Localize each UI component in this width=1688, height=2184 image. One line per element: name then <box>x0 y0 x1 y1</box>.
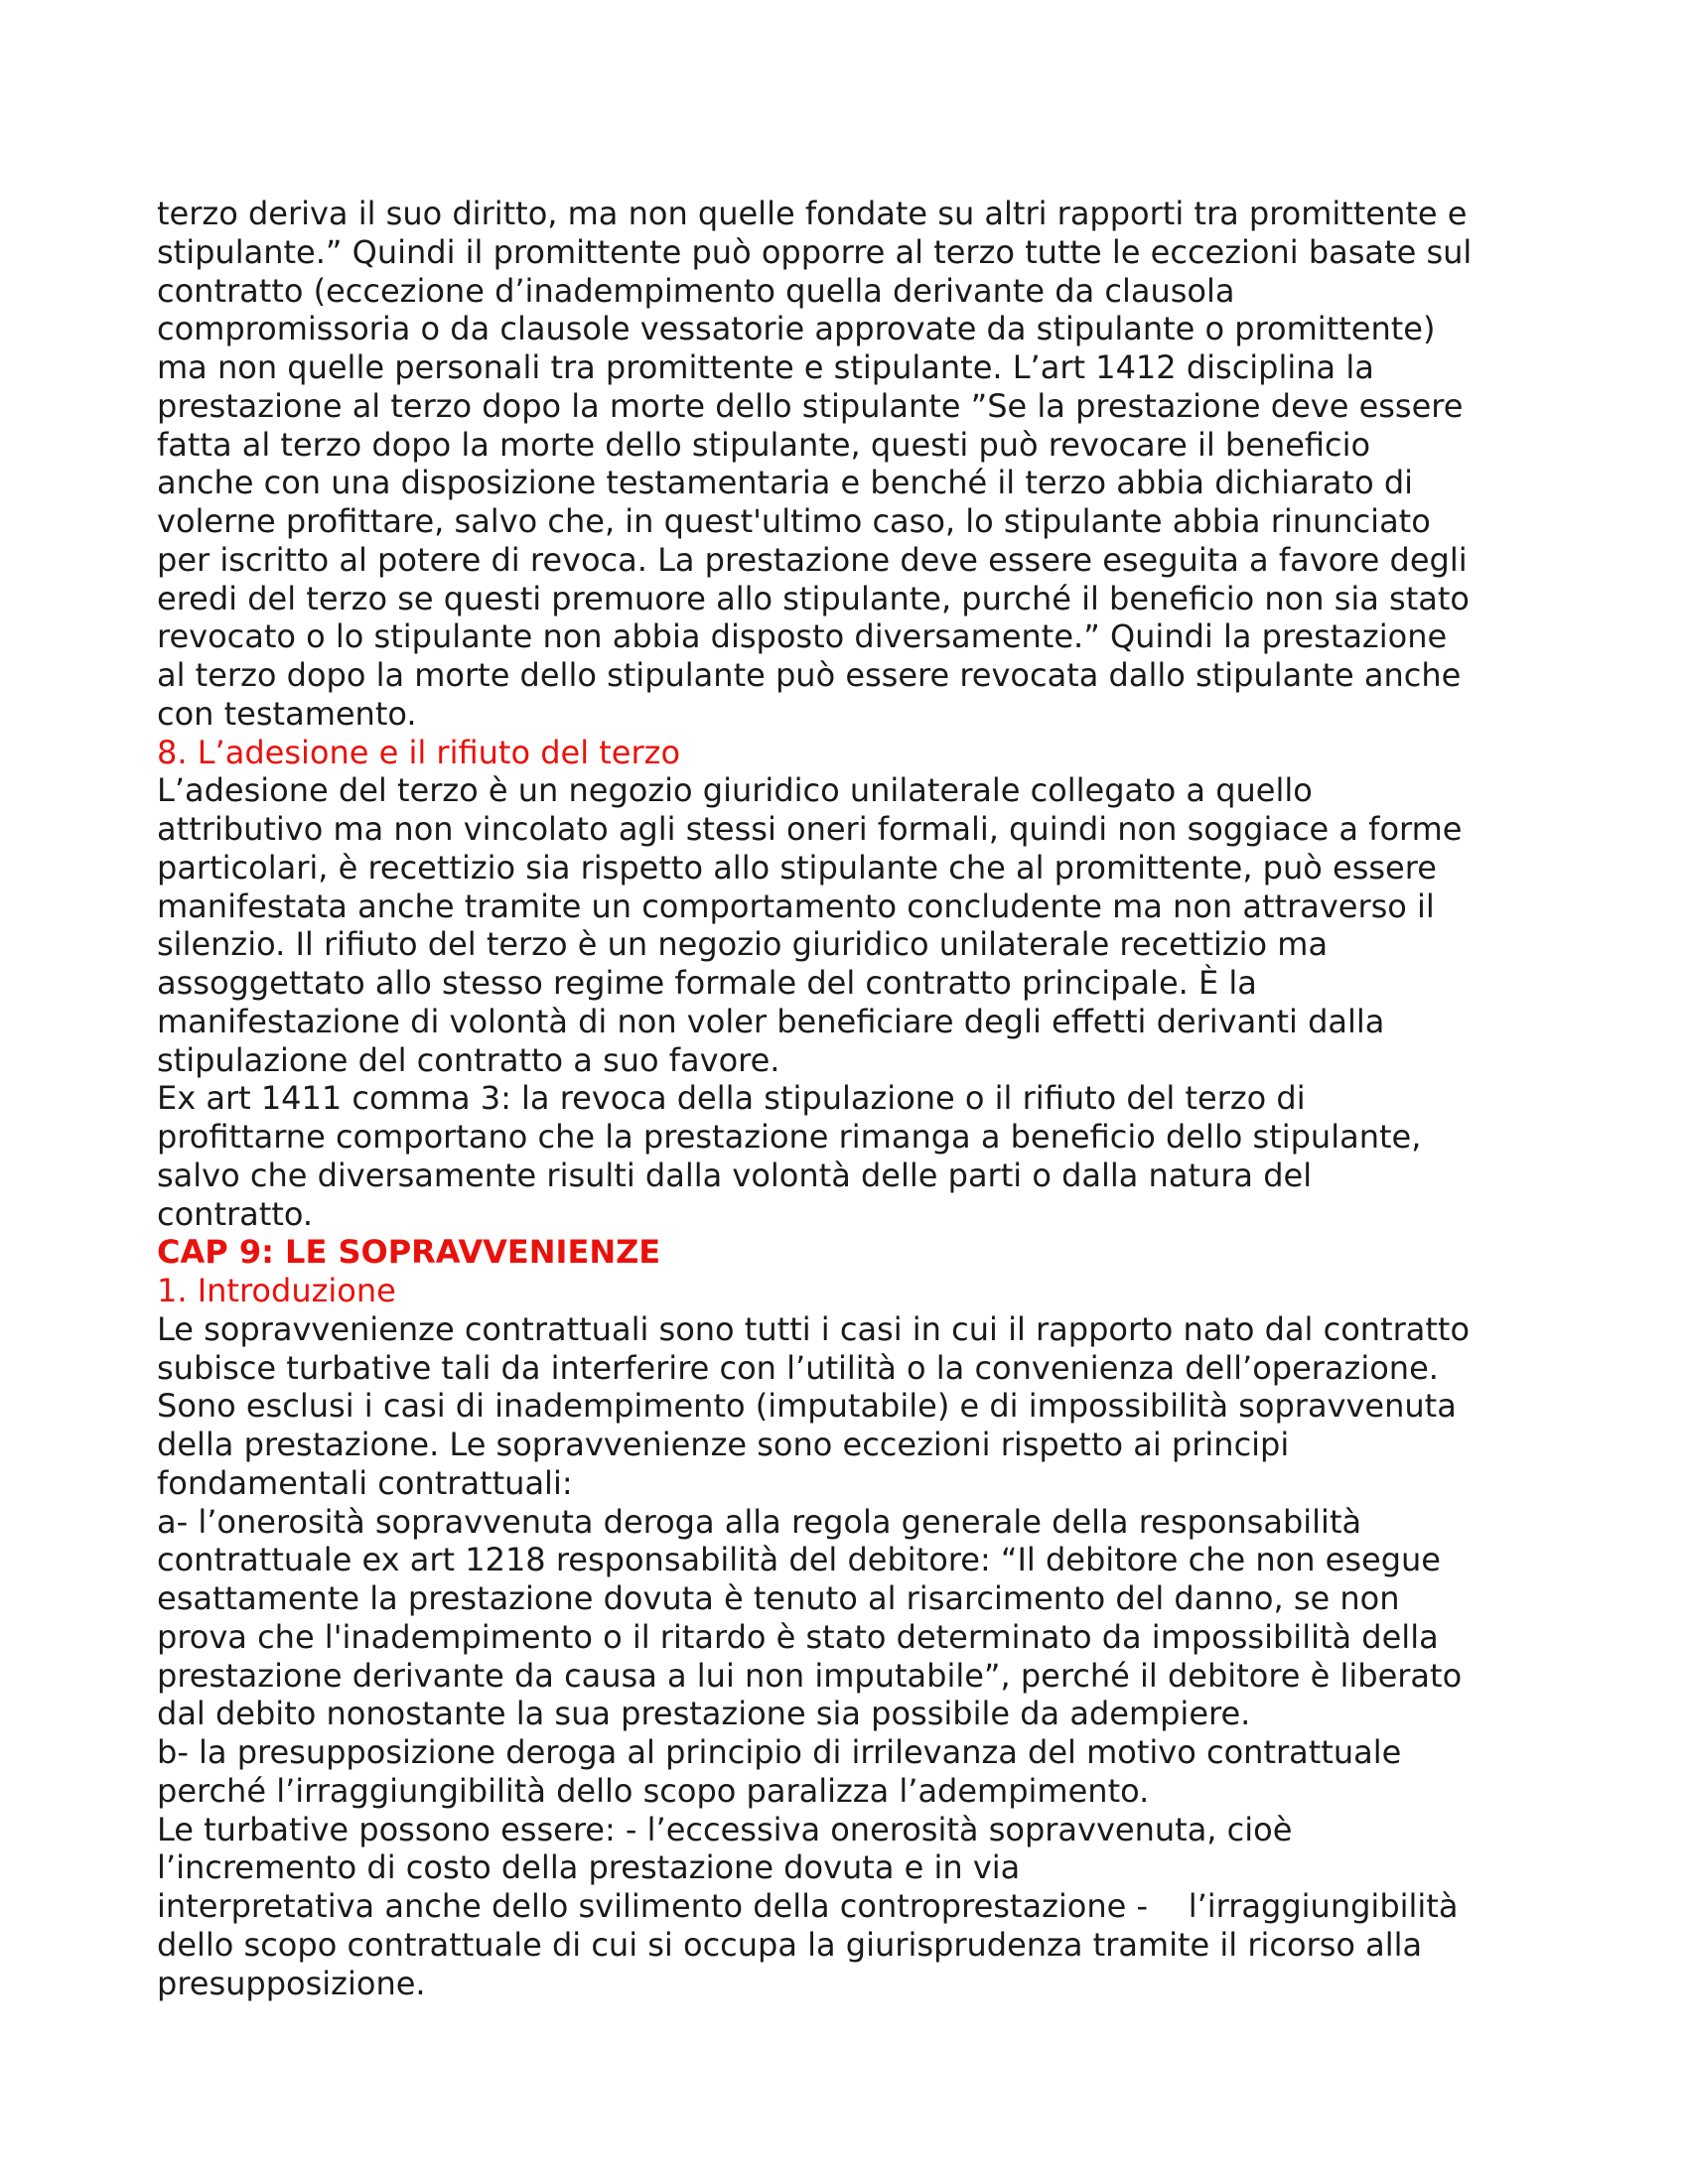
text-line: esattamente la prestazione dovuta è tenuto al risarcimento del danno, se non <box>157 1579 1400 1617</box>
text-line: presupposizione. <box>157 1964 426 2002</box>
text-line: dello scopo contrattuale di cui si occupa la giurisprudenza tramite il ricorso alla <box>157 1925 1423 1964</box>
text-line: fatta al terzo dopo la morte dello stipulante, questi può revocare il beneficio <box>157 425 1371 464</box>
paragraph-adesione-rifiuto <box>157 771 1547 1233</box>
text-line: contrattuale ex art 1218 responsabilità del debitore: “Il debitore che non esegue <box>157 1541 1441 1579</box>
text-line: ma non quelle personali tra promittente e stipulante. L’art 1412 disciplina la <box>157 348 1374 386</box>
text-line: Le sopravvenienze contrattuali sono tutti i casi in cui il rapporto nato dal contratto <box>157 1309 1471 1348</box>
text-line: con testamento. <box>157 694 417 733</box>
text-line: prestazione al terzo dopo la morte dello stipulante ”Se la prestazione deve essere <box>157 386 1464 425</box>
text-line: per iscritto al potere di revoca. La prestazione deve essere eseguita a favore degli <box>157 540 1468 579</box>
text-line: b- la presupposizione deroga al principio di irrilevanza del motivo contrattuale <box>157 1733 1402 1771</box>
document-page <box>157 195 1547 2002</box>
text-line: contratto (eccezione d’inadempimento quella derivante da clausola <box>157 271 1235 310</box>
text-line: manifestazione di volontà di non voler beneficiare degli effetti derivanti dalla <box>157 1002 1385 1040</box>
paragraph-sopravvenienze <box>157 1310 1547 2003</box>
text-line: a- l’onerosità sopravvenuta deroga alla regola generale della responsabilità <box>157 1502 1362 1541</box>
text-line: al terzo dopo la morte dello stipulante può essere revocata dallo stipulante anche <box>157 656 1462 694</box>
text-line: compromissoria o da clausole vessatorie approvate da stipulante o promittente) <box>157 310 1436 348</box>
text-line: salvo che diversamente risulti dalla volontà delle parti o dalla natura del <box>157 1156 1313 1194</box>
text-line: profittarne comportano che la prestazione rimanga a beneficio dello stipulante, <box>157 1118 1422 1156</box>
text-line: l’incremento di costo della prestazione dovuta e in via <box>157 1848 1021 1887</box>
text-line: subisce turbative tali da interferire con l’utilità o la convenienza dell’operazione. <box>157 1348 1439 1387</box>
text-line: manifestata anche tramite un comportamento concludente ma non attraverso il <box>157 887 1435 925</box>
chapter-heading-sopravvenienze: CAP 9: LE SOPRAVVENIENZE <box>157 1233 661 1272</box>
section-heading-adesione-rifiuto: 8. L’adesione e il rifiuto del terzo <box>157 733 681 771</box>
text-line: terzo deriva il suo diritto, ma non quelle fondate su altri rapporti tra promittente e <box>157 195 1468 232</box>
text-line: interpretativa anche dello svilimento della controprestazione - l’irraggiungibilità <box>157 1887 1459 1925</box>
text-line: revocato o lo stipulante non abbia disposto diversamente.” Quindi la prestazione <box>157 617 1448 656</box>
text-line: silenzio. Il rifiuto del terzo è un negozio giuridico unilaterale recettizio ma <box>157 925 1329 964</box>
text-line: assoggettato allo stesso regime formale del contratto principale. È la <box>157 964 1257 1002</box>
paragraph-terzo-beneficio <box>157 195 1547 734</box>
text-line: stipulante.” Quindi il promittente può opporre al terzo tutte le eccezioni basate sul <box>157 232 1473 271</box>
text-line: prestazione derivante da causa a lui non imputabile”, perché il debitore è liberato <box>157 1656 1463 1695</box>
text-line: particolari, è recettizio sia rispetto allo stipulante che al promittente, può essere <box>157 848 1437 887</box>
text-line: contratto. <box>157 1194 314 1233</box>
text-line: L’adesione del terzo è un negozio giuridico unilaterale collegato a quello <box>157 771 1313 810</box>
text-line: dal debito nonostante la sua prestazione sia possibile da adempiere. <box>157 1695 1251 1733</box>
text-line: Le turbative possono essere: - l’eccessiva onerosità sopravvenuta, cioè <box>157 1810 1293 1848</box>
text-line: volerne profittare, salvo che, in quest'ultimo caso, lo stipulante abbia rinunciato <box>157 502 1431 540</box>
text-line: fondamentali contrattuali: <box>157 1463 573 1502</box>
text-line: Sono esclusi i casi di inadempimento (imputabile) e di impossibilità sopravvenuta <box>157 1387 1457 1426</box>
text-line: anche con una disposizione testamentaria e benché il terzo abbia dichiarato di <box>157 464 1414 502</box>
text-line: Ex art 1411 comma 3: la revoca della stipulazione o il rifiuto del terzo di <box>157 1079 1306 1118</box>
text-line: prova che l'inadempimento o il ritardo è stato determinato da impossibilità della <box>157 1617 1439 1656</box>
text-line: attributivo ma non vincolato agli stessi oneri formali, quindi non soggiace a forme <box>157 810 1463 848</box>
text-line: della prestazione. Le sopravvenienze sono eccezioni rispetto ai principi <box>157 1426 1290 1463</box>
section-heading-introduzione: 1. Introduzione <box>157 1272 396 1309</box>
text-line: perché l’irraggiungibilità dello scopo paralizza l’adempimento. <box>157 1771 1150 1810</box>
text-line: eredi del terzo se questi premuore allo stipulante, purché il beneficio non sia stato <box>157 579 1470 617</box>
text-line: stipulazione del contratto a suo favore. <box>157 1040 780 1079</box>
